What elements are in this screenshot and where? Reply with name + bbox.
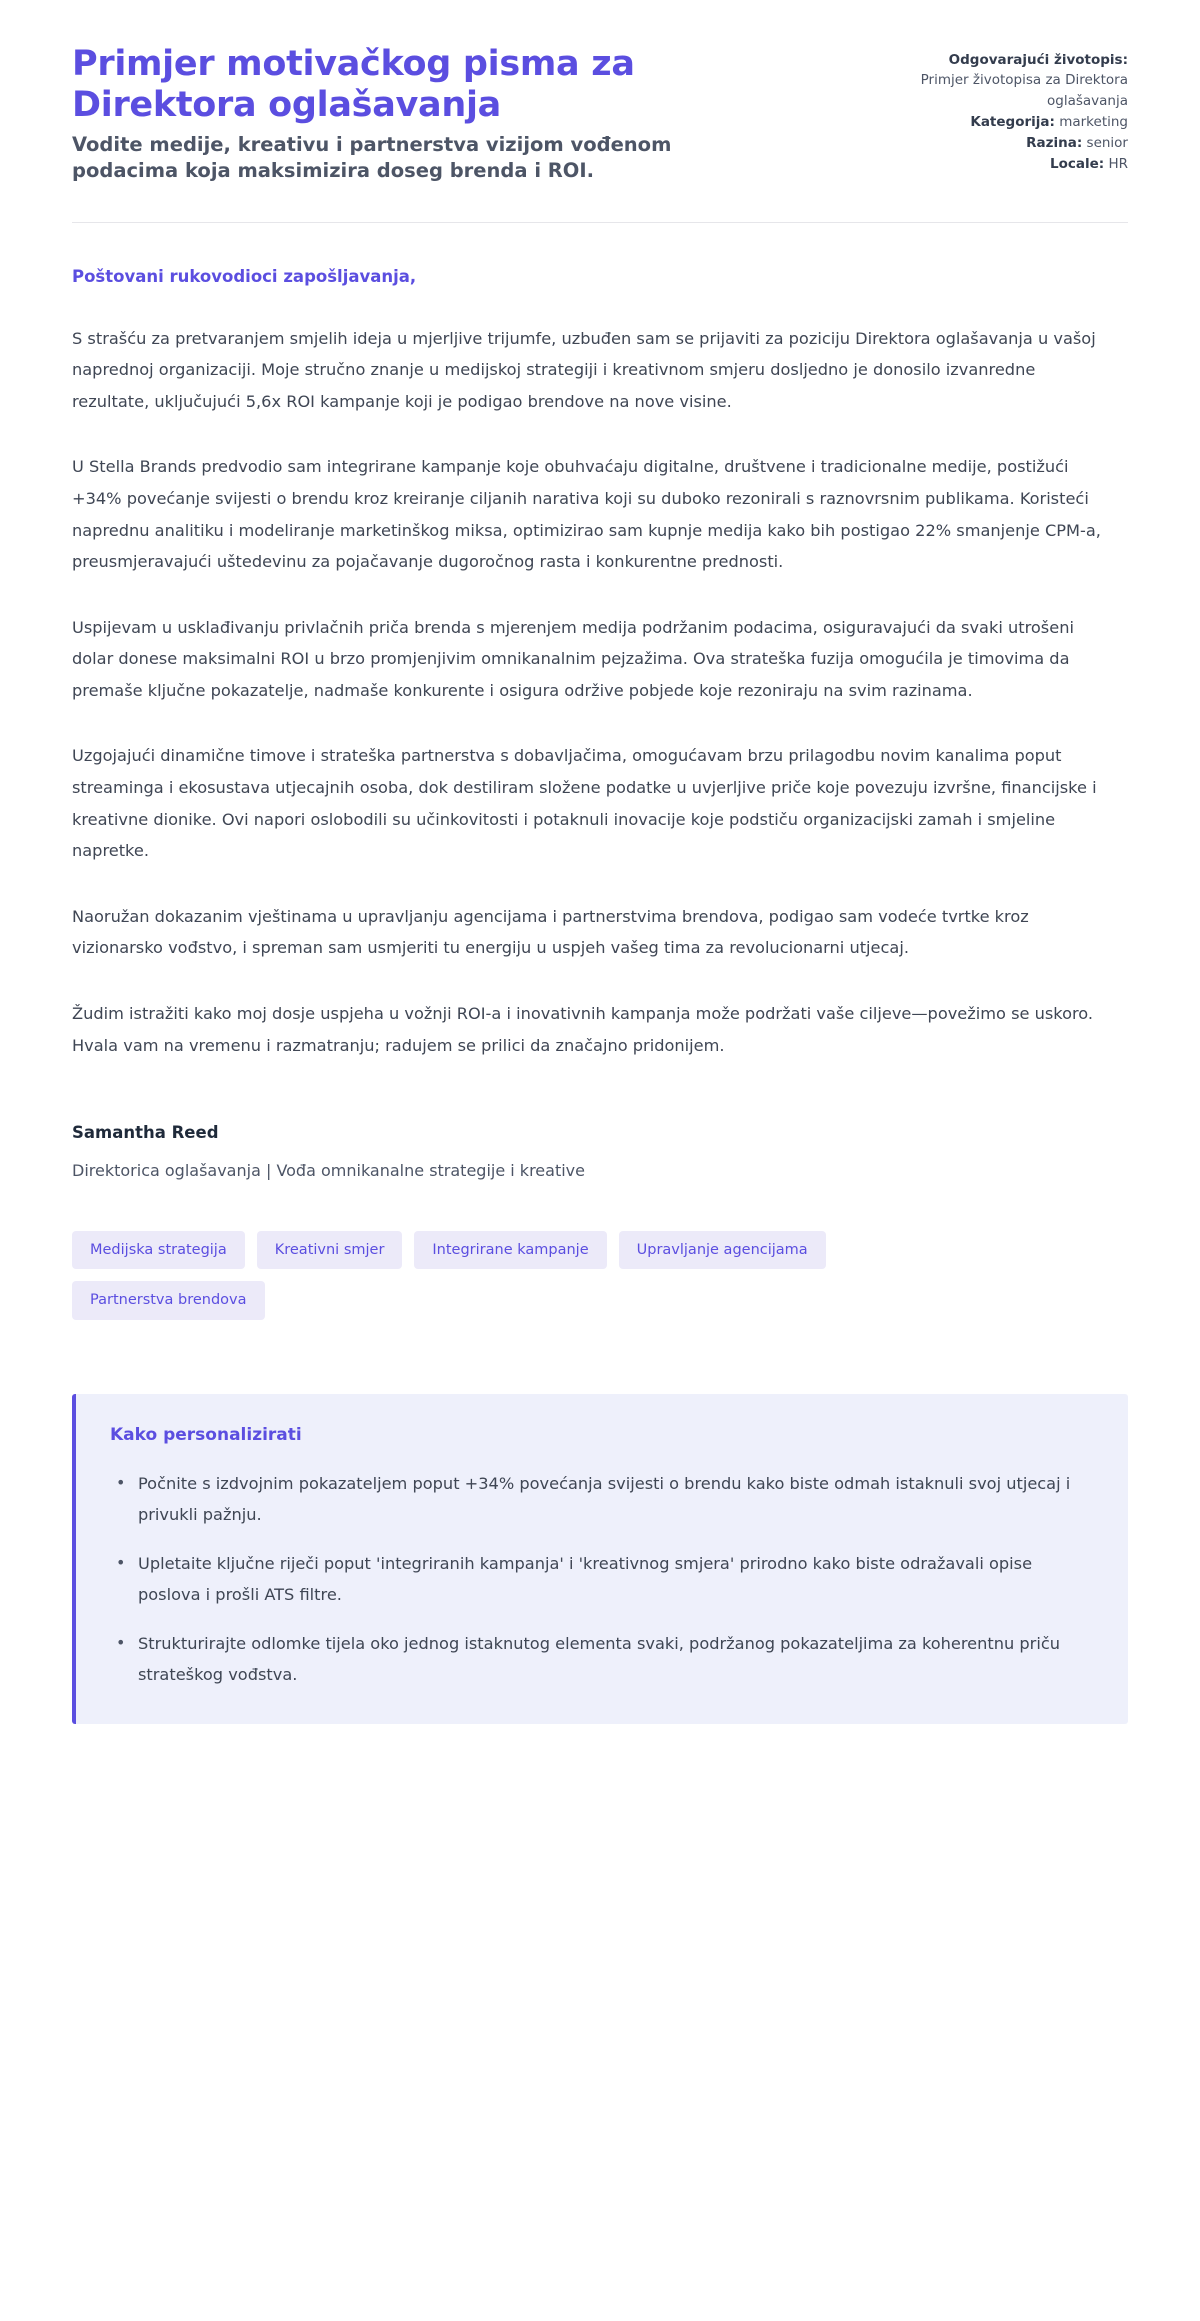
meta-locale-label: Locale: [1049,156,1105,173]
meta-matching-resume-value[interactable]: Primjer životopisa za Direktora oglašavanja [920,72,1128,109]
meta-matching-resume-label: Odgovarajući životopis: [948,52,1128,68]
letter-paragraph: Naoružan dokazanim vještinama u upravljanju agencijama i partnerstvima brendova, podigao sam vodeće tvrtke kroz vizionarsko vođstvo, i spreman sam usmjeriti tu energiju u uspjeh vašeg tima za revolucionarni utjecaj. [72,906,1029,958]
skill-tag[interactable]: Medijska strategija [72,1231,245,1270]
signature-role: Direktorica oglašavanja | Vođa omnikanalne strategije i kreative [72,1160,585,1180]
skill-tag[interactable]: Integrirane kampanje [414,1231,606,1270]
meta-matching-resume [880,50,1128,111]
letter-paragraph: U Stella Brands predvodio sam integrirane kampanje koje obuhvaćaju digitalne, društvene i tradicionalne medije, postižući +34% povećanje svijesti o brendu kroz kreiranje ciljanih narativa koji su duboko rezonirali s raznovrsnim publikama. Koristeći naprednu analitiku i modeliranje marketinškog miksa, optimizirao sam kupnje medija kako bih postigao 22% smanjenje CPM-a, preusmjeravajući uštedevinu za pojačavanje dugoročnog rasta i konkurentne prednosti. [72,457,1101,572]
meta-level-label: Razina: [1026,135,1083,151]
header-title-block [72,44,712,184]
meta-level-value: senior [1086,135,1128,151]
page-bottom-spacer [72,1724,1128,1794]
header-metadata [880,44,1128,176]
callout-tip-item: • Počnite s izdvojnim pokazateljem poput +34% povećanja svijesti o brendu kako biste odmah istaknuli svoj utjecaj i privukli pažnju. [136,1468,1094,1530]
meta-locale-value: HR [1108,156,1128,173]
signature-block [72,1121,1128,1183]
meta-category-value: marketing [1059,113,1128,130]
callout-tip-item: • Upletaite ključne riječi poput 'integriranih kampanja' i 'kreativnog smjera' prirodno kako biste odražavali opise poslova i prošli ATS filtre. [136,1548,1094,1610]
letter-body [72,223,1128,1061]
letter-paragraph: Žudim istražiti kako moj dosje uspjeha u vožnji ROI-a i inovativnih kampanja može podržati vaše ciljeve—povežimo se uskoro. Hvala vam na vremenu i razmatranju; radujem se prilici da značajno pridonijem. [72,1004,1094,1055]
callout-tip-item: • Strukturirajte odlomke tijela oko jednog istaknutog elementa svaki, podržanog pokazateljima za koherentnu priču strateškog vođstva. [136,1628,1094,1690]
meta-category-label: Kategorija: [970,113,1055,130]
page-subtitle: Vodite medije, kreativu i partnerstva vizijom vođenom podacima koja maksimizira doseg brenda i ROI. [72,133,672,183]
signature-name: Samantha Reed [72,1123,219,1143]
callout-title: Kako personalizirati [110,1424,302,1445]
meta-level [880,133,1128,153]
how-to-personalize-callout [72,1394,1128,1724]
letter-paragraph: Uspijevam u usklađivanju privlačnih priča brenda s mjerenjem medija podržanim podacima, osiguravajući da svaki utrošeni dolar donese maksimalni ROI u brzo promjenjivim omnikanalnim pejzažima. Ova strateška fuzija omogućila je timovima da premaše ključne pokazatelje, nadmaše konkurente i osigura održive pobjede koje rezoniraju na svim razinama. [72,617,1074,700]
skill-tag-list [72,1231,972,1320]
document-header [72,0,1128,184]
letter-paragraph: S strašću za pretvaranjem smjelih ideja u mjerljive trijumfe, uzbuđen sam se prijaviti za poziciju Direktora oglašavanja u vašoj naprednoj organizaciji. Moje stručno znanje u medijskoj strategiji i kreativnom smjeru dosljedno je donosilo izvanredne rezultate, uključujući 5,6x ROI kampanje koji je podigao brendove na nove visine. [72,328,1096,411]
callout-tip-list [110,1468,1094,1691]
letter-salutation: Poštovani rukovodioci zapošljavanja, [72,267,417,287]
meta-category [880,112,1128,132]
meta-locale [880,154,1128,174]
skill-tag[interactable]: Upravljanje agencijama [619,1231,826,1270]
letter-paragraph: Uzgojajući dinamične timove i strateška partnerstva s dobavljačima, omogućavam brzu prilagodbu novim kanalima poput streaminga i ekosustava utjecajnih osoba, dok destiliram složene podatke u uvjerljive priče koje povezuju izvršne, financijske i kreativne dionike. Ovi napori oslobodili su učinkovitosti i potaknuli inovacije koje podstiču organizacijski zamah i smjeline napretke. [72,746,1097,861]
skill-tag[interactable]: Partnerstva brendova [72,1281,265,1320]
skill-tag[interactable]: Kreativni smjer [257,1231,403,1270]
page-title: Primjer motivačkog pisma za Direktora oglašavanja [72,44,635,125]
